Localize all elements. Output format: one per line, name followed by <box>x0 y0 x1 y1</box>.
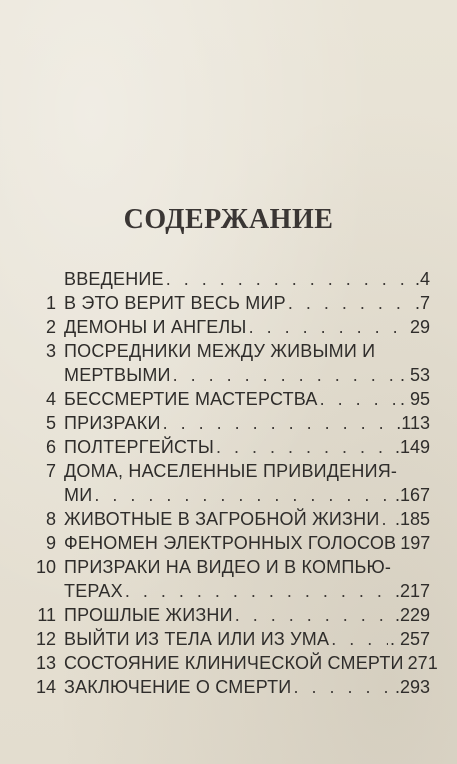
toc-chapter-number: 2 <box>45 317 56 337</box>
toc-entry <box>64 339 430 363</box>
toc-entry <box>64 411 430 435</box>
toc-chapter-title: ТЕРАХ <box>64 581 123 601</box>
toc-chapter-number: 12 <box>35 629 56 649</box>
toc-page-number: .229 <box>394 605 430 625</box>
toc-page-number: . 257 <box>389 629 430 649</box>
toc-chapter-number: 1 <box>45 293 56 313</box>
toc-chapter-number: 14 <box>35 677 56 697</box>
toc-chapter-number: 8 <box>45 509 56 529</box>
toc-line-chapter-14 <box>0 675 457 699</box>
toc-page-number: .113 <box>396 413 430 433</box>
toc-chapter-title: ПРИЗРАКИ НА ВИДЕО И В КОМПЬЮ- <box>64 557 392 577</box>
toc-chapter-title: МИ <box>64 485 93 505</box>
toc-entry <box>64 363 430 387</box>
dot-leader <box>320 387 398 411</box>
dot-leader <box>235 603 393 627</box>
toc-entry <box>64 459 430 483</box>
toc-page-number: 197 <box>400 533 431 553</box>
toc-chapter-title: СОСТОЯНИЕ КЛИНИЧЕСКОЙ СМЕРТИ <box>64 653 404 673</box>
toc-line-chapter-3 <box>0 339 457 363</box>
dot-leader <box>331 627 388 651</box>
toc-line-chapter-12 <box>0 627 457 651</box>
table-of-contents <box>0 267 457 699</box>
toc-page-number: .149 <box>394 437 430 457</box>
toc-line-chapter-5 <box>0 411 457 435</box>
toc-line-chapter-7 <box>0 459 457 483</box>
toc-entry <box>64 651 438 675</box>
toc-entry <box>64 579 430 603</box>
toc-line-chapter-10-cont <box>0 579 457 603</box>
toc-chapter-number: 13 <box>35 653 56 673</box>
toc-line-chapter-13 <box>0 651 457 675</box>
toc-chapter-number: 11 <box>37 605 56 625</box>
toc-line-chapter-1 <box>0 291 457 315</box>
toc-entry <box>64 387 430 411</box>
toc-entry <box>64 531 430 555</box>
toc-line-chapter-7-cont <box>0 483 457 507</box>
dot-leader <box>163 411 395 435</box>
toc-chapter-title: ДЕМОНЫ И АНГЕЛЫ <box>64 317 247 337</box>
toc-chapter-number: 4 <box>45 389 56 409</box>
toc-chapter-title: ПОСРЕДНИКИ МЕЖДУ ЖИВЫМИ И <box>64 341 376 361</box>
toc-entry <box>64 291 430 315</box>
toc-page-number: 271 <box>407 653 438 673</box>
toc-chapter-title: В ЭТО ВЕРИТ ВЕСЬ МИР <box>64 293 286 313</box>
dot-leader <box>94 483 393 507</box>
toc-line-chapter-9 <box>0 531 457 555</box>
toc-page-number: .217 <box>394 581 430 601</box>
toc-entry <box>64 603 430 627</box>
toc-chapter-title: ВЫЙТИ ИЗ ТЕЛА ИЛИ ИЗ УМА <box>64 629 330 649</box>
dot-leader <box>125 579 393 603</box>
toc-page-number: . 53 <box>399 365 430 385</box>
toc-line-chapter-11 <box>0 603 457 627</box>
toc-page-number: . 95 <box>399 389 430 409</box>
dot-leader <box>293 675 393 699</box>
toc-entry <box>64 555 430 579</box>
dot-leader <box>381 507 392 531</box>
toc-line-introduction <box>0 267 457 291</box>
toc-page-number: .293 <box>394 677 430 697</box>
toc-entry <box>64 267 430 291</box>
toc-chapter-title: ПРИЗРАКИ <box>64 413 161 433</box>
toc-chapter-number: 6 <box>45 437 56 457</box>
toc-chapter-title: БЕССМЕРТИЕ МАСТЕРСТВА <box>64 389 318 409</box>
toc-page-number: .167 <box>394 485 430 505</box>
dot-leader <box>288 291 413 315</box>
toc-chapter-title: ЗАКЛЮЧЕНИЕ О СМЕРТИ <box>64 677 292 697</box>
dot-leader <box>173 363 398 387</box>
toc-entry <box>64 627 430 651</box>
toc-chapter-number: 9 <box>45 533 56 553</box>
toc-entry <box>64 483 430 507</box>
dot-leader <box>249 315 408 339</box>
dot-leader <box>216 435 393 459</box>
toc-entry <box>64 507 430 531</box>
dot-leader <box>166 267 413 291</box>
toc-entry <box>64 315 430 339</box>
toc-page-number: .185 <box>394 509 430 529</box>
toc-chapter-number: 5 <box>45 413 56 433</box>
toc-line-chapter-4 <box>0 387 457 411</box>
toc-chapter-title: ПОЛТЕРГЕЙСТЫ <box>64 437 214 457</box>
toc-line-chapter-3-cont <box>0 363 457 387</box>
toc-entry <box>64 435 430 459</box>
toc-line-chapter-6 <box>0 435 457 459</box>
page-title: СОДЕРЖАНИЕ <box>123 204 334 235</box>
toc-chapter-title: ДОМА, НАСЕЛЕННЫЕ ПРИВИДЕНИЯ- <box>64 461 398 481</box>
toc-page-number: .7 <box>414 293 430 313</box>
toc-entry <box>64 675 430 699</box>
toc-chapter-title: МЕРТВЫМИ <box>64 365 171 385</box>
toc-line-chapter-2 <box>0 315 457 339</box>
toc-chapter-number: 7 <box>45 461 56 481</box>
toc-chapter-title: ЖИВОТНЫЕ В ЗАГРОБНОЙ ЖИЗНИ <box>64 509 380 529</box>
toc-chapter-title: ФЕНОМЕН ЭЛЕКТРОННЫХ ГОЛОСОВ <box>64 533 397 553</box>
toc-line-chapter-10 <box>0 555 457 579</box>
toc-page-number: 29 <box>409 317 430 337</box>
toc-page-number: .4 <box>414 269 430 289</box>
toc-line-chapter-8 <box>0 507 457 531</box>
toc-chapter-title: ПРОШЛЫЕ ЖИЗНИ <box>64 605 233 625</box>
toc-chapter-number: 10 <box>35 557 56 577</box>
toc-chapter-title: ВВЕДЕНИЕ <box>64 269 164 289</box>
toc-chapter-number: 3 <box>45 341 56 361</box>
